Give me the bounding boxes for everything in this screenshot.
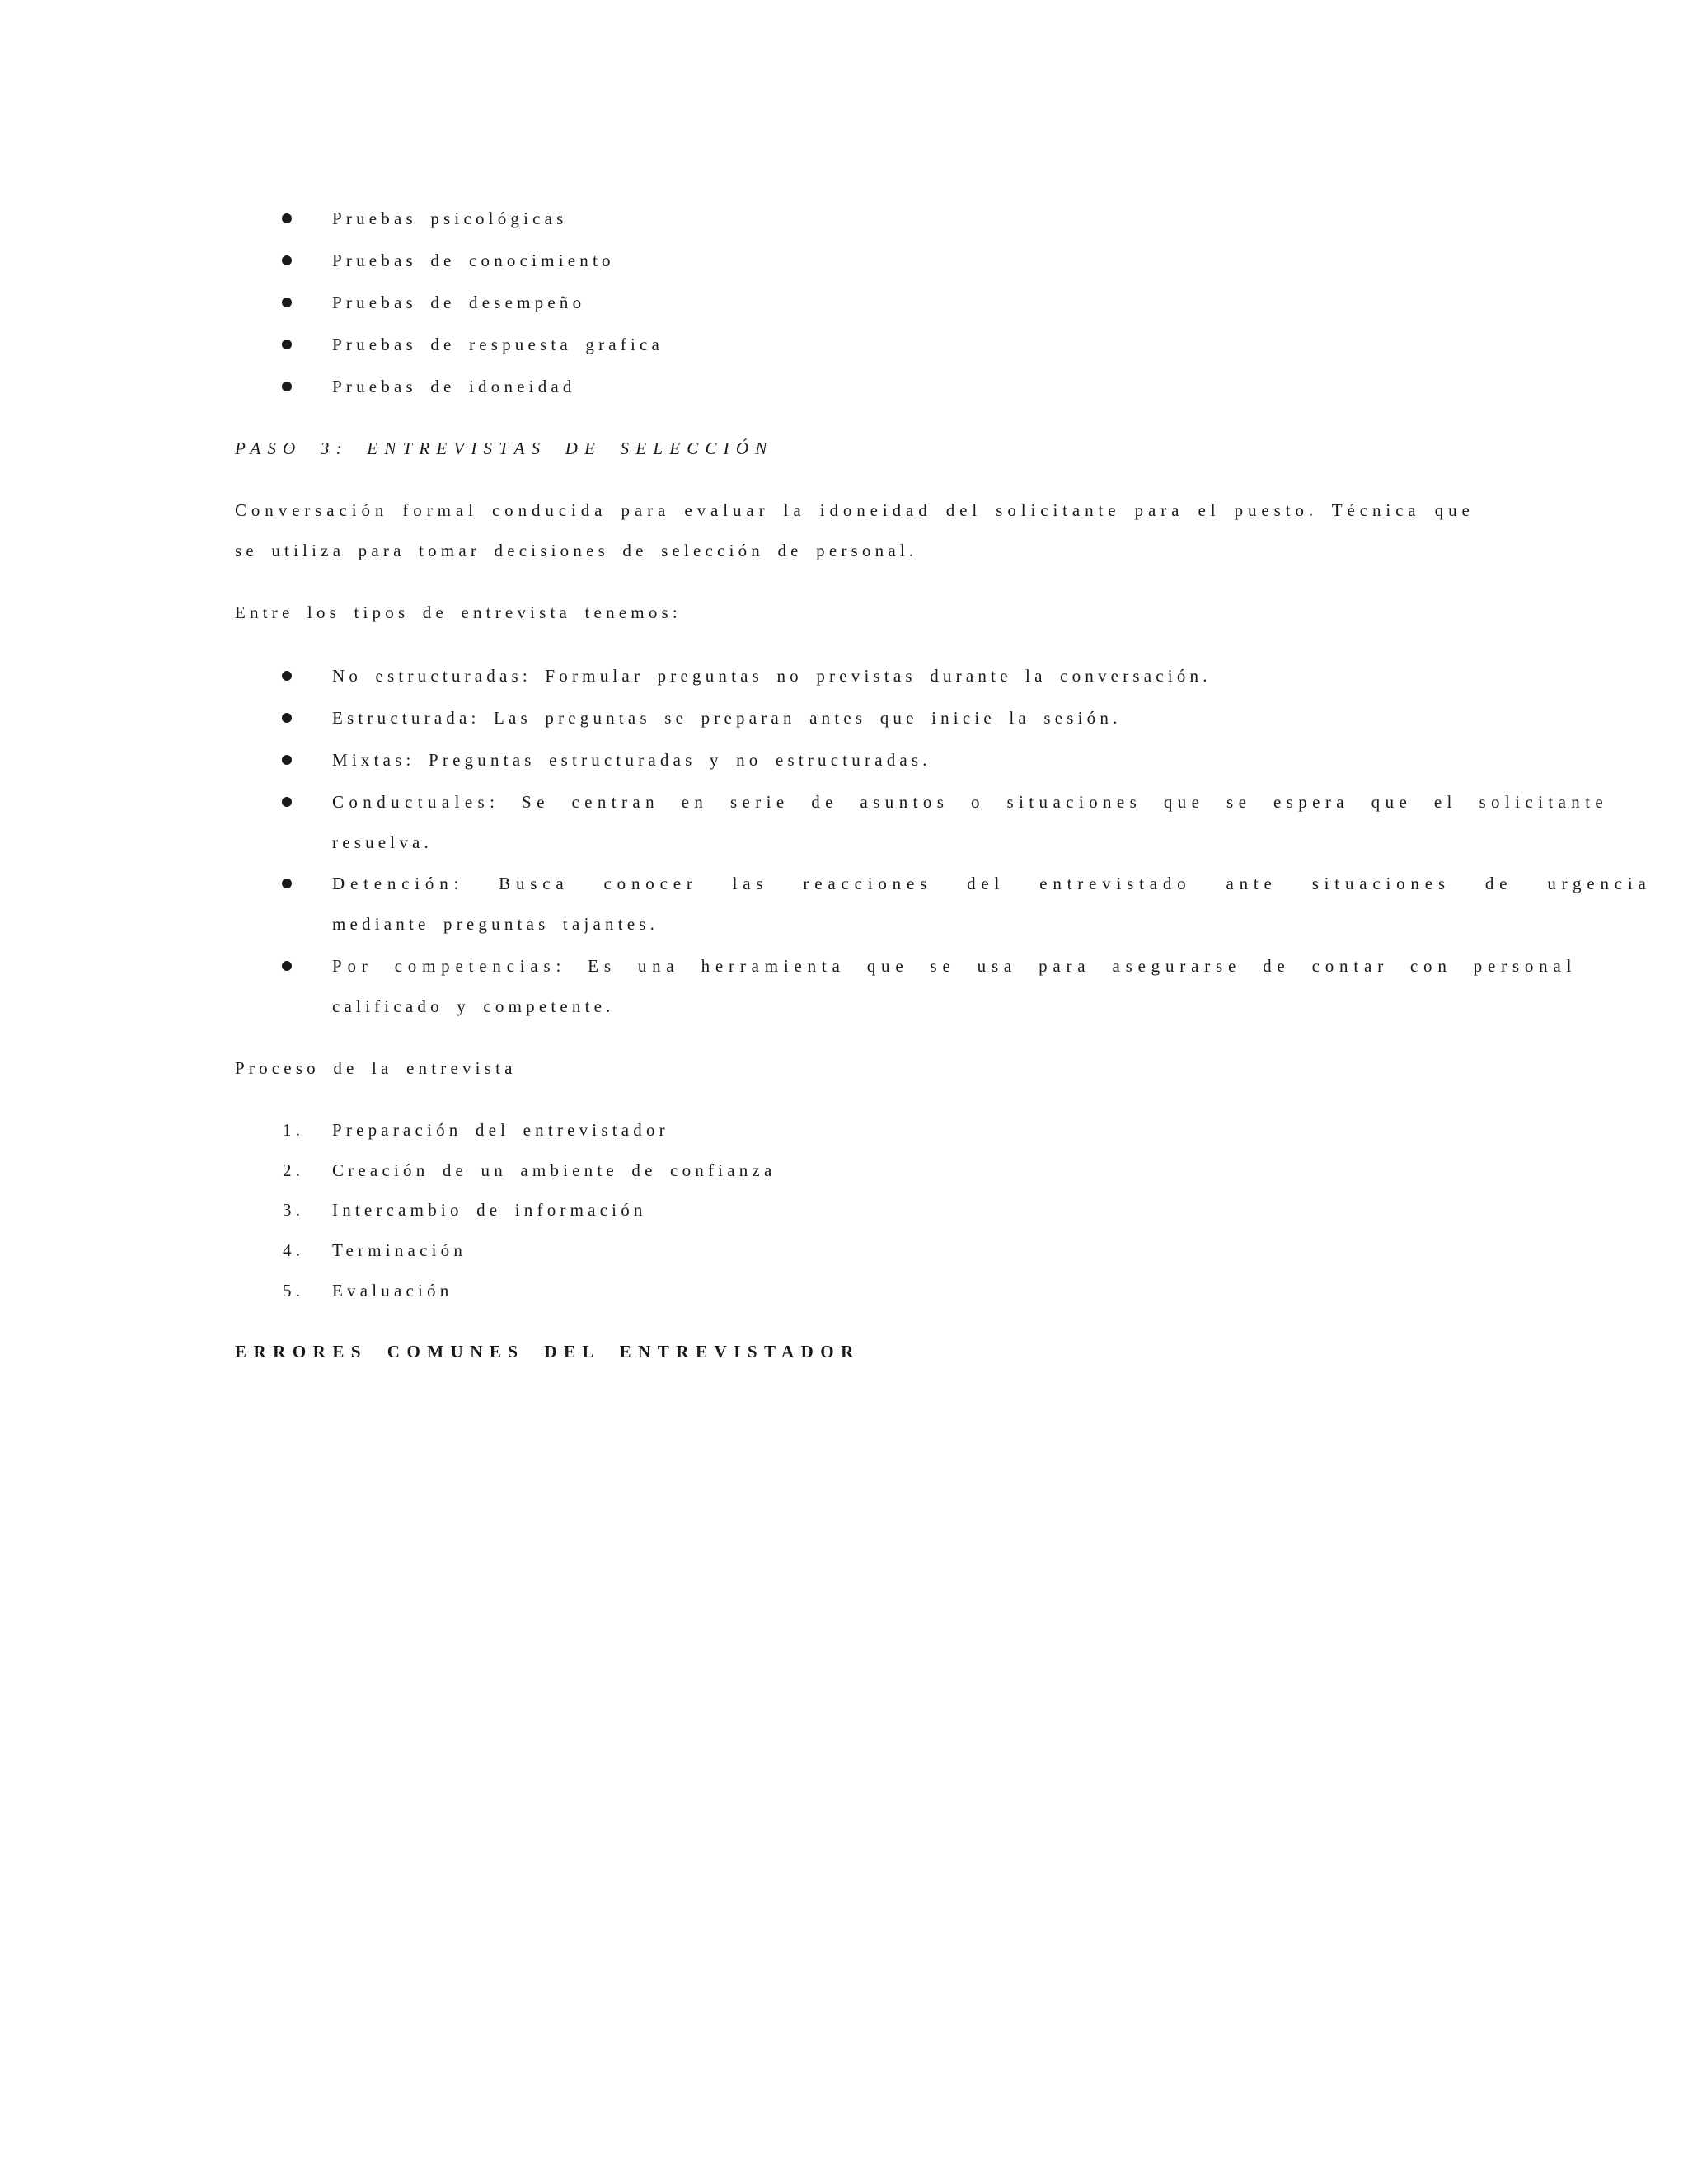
list-number: 1. (283, 1120, 305, 1140)
list-item: Pruebas psicológicas (332, 209, 568, 228)
bullet-icon (282, 755, 292, 765)
list-item: Pruebas de idoneidad (332, 377, 576, 396)
definition-line-2: se utiliza para tomar decisiones de selección de personal. (235, 541, 918, 560)
list-item: Terminación (332, 1240, 467, 1260)
bullet-icon (282, 382, 292, 391)
process-title: Proceso de la entrevista (235, 1058, 517, 1078)
list-item-continuation: mediante preguntas tajantes. (332, 914, 659, 934)
list-item: Pruebas de conocimiento (332, 251, 615, 270)
types-intro: Entre los tipos de entrevista tenemos: (235, 602, 682, 622)
definition-line-1: Conversación formal conducida para evaluar la idoneidad del solicitante para el puesto. Técnica que (235, 500, 1475, 520)
bullet-icon (282, 879, 292, 888)
bullet-icon (282, 797, 292, 807)
list-item: Intercambio de información (332, 1200, 647, 1220)
list-number: 3. (283, 1200, 305, 1220)
bullet-icon (282, 298, 292, 307)
list-item: Mixtas: Preguntas estructuradas y no estructuradas. (332, 750, 931, 770)
bullet-icon (282, 255, 292, 265)
bullet-icon (282, 713, 292, 723)
list-number: 4. (283, 1240, 305, 1260)
list-number: 5. (283, 1281, 305, 1301)
list-item: Conductuales: Se centran en serie de asuntos o situaciones que se espera que el solicitante (332, 792, 1609, 812)
list-item: Pruebas de desempeño (332, 293, 586, 312)
list-item: Preparación del entrevistador (332, 1120, 669, 1140)
list-item: No estructuradas: Formular preguntas no previstas durante la conversación. (332, 666, 1212, 686)
list-item: Creación de un ambiente de confianza (332, 1160, 776, 1180)
list-item: Pruebas de respuesta grafica (332, 335, 664, 354)
errors-heading: ERRORES COMUNES DEL ENTREVISTADOR (235, 1342, 860, 1361)
bullet-icon (282, 340, 292, 349)
list-item: Evaluación (332, 1281, 453, 1301)
step3-heading: PASO 3: ENTREVISTAS DE SELECCIÓN (235, 438, 774, 458)
bullet-icon (282, 671, 292, 681)
list-item-continuation: resuelva. (332, 832, 434, 852)
list-item: Por competencias: Es una herramienta que se usa para asegurarse de contar con personal (332, 956, 1578, 976)
bullet-icon (282, 213, 292, 223)
list-number: 2. (283, 1160, 305, 1180)
list-item: Estructurada: Las preguntas se preparan antes que inicie la sesión. (332, 708, 1122, 728)
bullet-icon (282, 961, 292, 971)
list-item-continuation: calificado y competente. (332, 996, 615, 1016)
list-item: Detención: Busca conocer las reacciones del entrevistado ante situaciones de urgencia (332, 874, 1652, 893)
